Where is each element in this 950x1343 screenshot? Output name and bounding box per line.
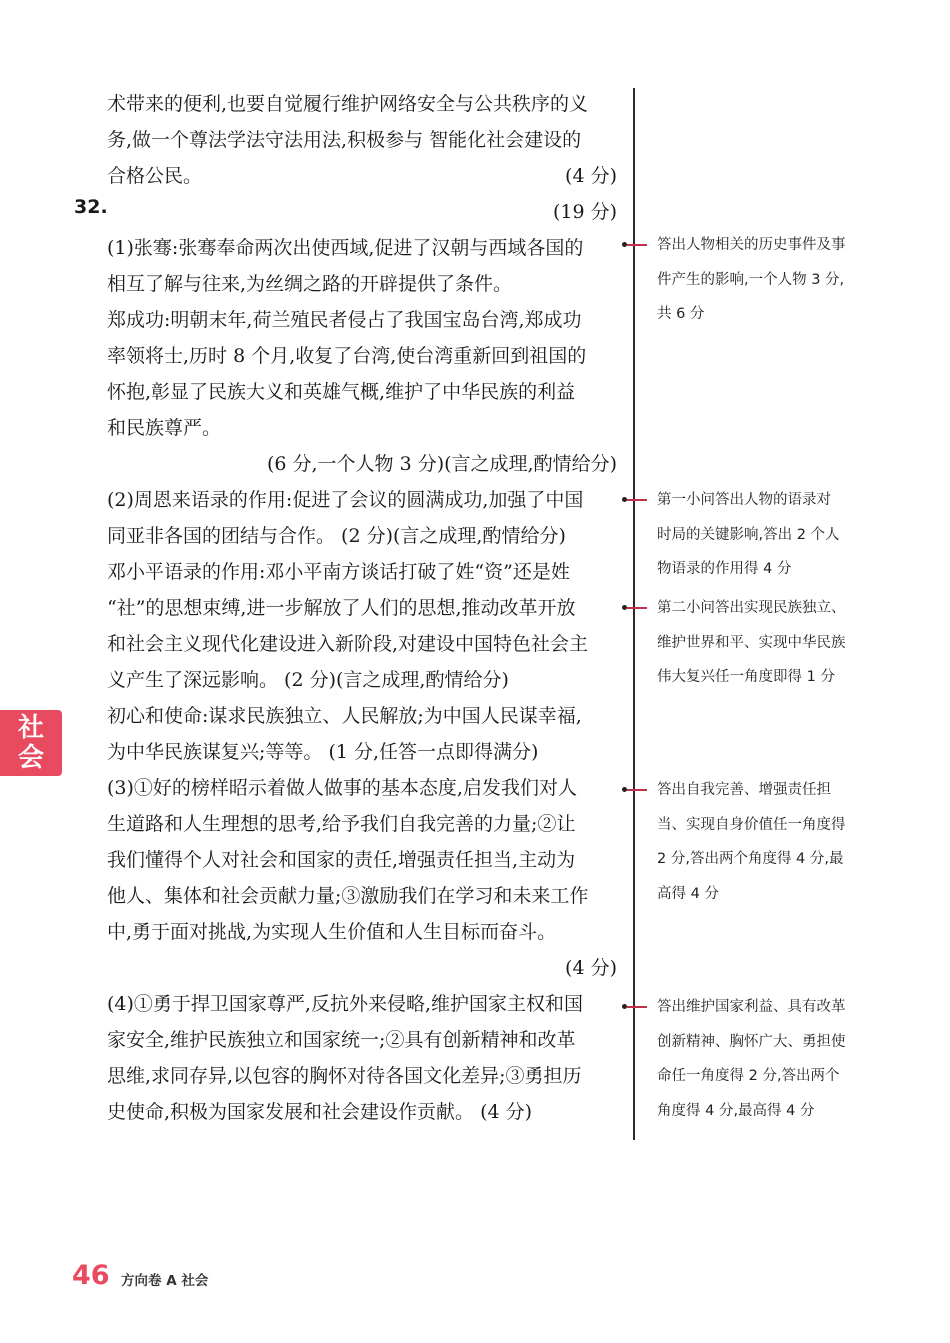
text-line: 同亚非各国的团结与合作。 (2 分)(言之成理,酌情给分) bbox=[107, 525, 566, 547]
text-line: 郑成功:明朝末年,荷兰殖民者侵占了我国宝岛台湾,郑成功 bbox=[107, 309, 582, 331]
note-connector bbox=[622, 240, 648, 250]
scoring-note-1: 答出人物相关的历史事件及事 件产生的影响,一个人物 3 分, 共 6 分 bbox=[657, 237, 846, 322]
text-line: 中,勇于面对挑战,为实现人生价值和人生目标而奋斗。 bbox=[107, 921, 557, 943]
question-score: (19 分) bbox=[552, 201, 617, 223]
score: (4 分) bbox=[565, 165, 617, 187]
text-line: “社”的思想束缚,进一步解放了人们的思想,推动改革开放 bbox=[107, 597, 576, 619]
page-number: 46 bbox=[72, 1260, 110, 1291]
scoring-note-4: 答出维护国家利益、具有改革 创新精神、胸怀广大、勇担使 命任一角度得 2 分,答出两个 角度得 4 分,最高得 4 分 bbox=[657, 999, 846, 1119]
text-line: 相互了解与往来,为丝绸之路的开辟提供了条件。 bbox=[107, 273, 513, 295]
text-line: 史使命,积极为国家发展和社会建设作贡献。 (4 分) bbox=[107, 1101, 533, 1123]
text-line: 为中华民族谋复兴;等等。 (1 分,任答一点即得满分) bbox=[107, 741, 539, 763]
text-line: 家安全,维护民族独立和国家统一;②具有创新精神和改革 bbox=[107, 1029, 576, 1051]
score: (6 分,一个人物 3 分)(言之成理,酌情给分) bbox=[266, 453, 617, 475]
note-connector bbox=[622, 495, 648, 505]
question-number: 32. bbox=[74, 196, 108, 218]
scoring-note-2a: 第一小问答出人物的语录对 时局的关键影响,答出 2 个人 物语录的作用得 4 分 bbox=[657, 492, 840, 577]
text-line: 术带来的便利,也要自觉履行维护网络安全与公共秩序的义 bbox=[107, 93, 589, 115]
text-line: (2)周恩来语录的作用:促进了会议的圆满成功,加强了中国 bbox=[107, 489, 584, 511]
answer-column bbox=[107, 86, 617, 1130]
note-connector bbox=[622, 785, 648, 795]
text-line: 和民族尊严。 bbox=[107, 417, 222, 439]
text-line: 义产生了深远影响。 (2 分)(言之成理,酌情给分) bbox=[107, 669, 509, 691]
score: (4 分) bbox=[565, 957, 617, 979]
text-line: (1)张骞:张骞奉命两次出使西域,促进了汉朝与西域各国的 bbox=[107, 237, 584, 259]
footer-label: 方向卷 A 社会 bbox=[121, 1273, 209, 1289]
text-line: 初心和使命:谋求民族独立、人民解放;为中国人民谋幸福, bbox=[107, 705, 582, 727]
note-connector bbox=[622, 1002, 648, 1012]
text-line: 怀抱,彰显了民族大义和英雄气概,维护了中华民族的利益 bbox=[107, 381, 576, 403]
scoring-note-2b: 第二小问答出实现民族独立、 维护世界和平、实现中华民族 伟大复兴任一角度即得 1 分 bbox=[657, 600, 846, 685]
text-line: 邓小平语录的作用:邓小平南方谈话打破了姓“资”还是姓 bbox=[107, 561, 570, 583]
text-line: 他人、集体和社会贡献力量;③激励我们在学习和未来工作 bbox=[107, 885, 589, 907]
text-line: 率领将士,历时 8 个月,收复了台湾,使台湾重新回到祖国的 bbox=[107, 345, 587, 367]
subject-tab bbox=[0, 710, 62, 776]
text-line: (4)①勇于捍卫国家尊严,反抗外来侵略,维护国家主权和国 bbox=[107, 993, 583, 1015]
note-connector bbox=[622, 603, 648, 613]
text-line: 合格公民。 bbox=[107, 165, 203, 187]
text-line: 和社会主义现代化建设进入新阶段,对建设中国特色社会主 bbox=[107, 633, 589, 655]
text-line: 思维,求同存异,以包容的胸怀对待各国文化差异;③勇担历 bbox=[107, 1065, 582, 1087]
subject-tab-char: 社 bbox=[17, 713, 44, 743]
text-line: 务,做一个尊法学法守法用法,积极参与 智能化社会建设的 bbox=[107, 129, 582, 151]
text-line: 生道路和人生理想的思考,给予我们自我完善的力量;②让 bbox=[107, 813, 576, 835]
text-line: (3)①好的榜样昭示着做人做事的基本态度,启发我们对人 bbox=[107, 777, 577, 799]
scoring-note-3: 答出自我完善、增强责任担 当、实现自身价值任一角度得 2 分,答出两个角度得 4 分,最 高得 4 分 bbox=[657, 782, 846, 902]
text-line: 我们懂得个人对社会和国家的责任,增强责任担当,主动为 bbox=[107, 849, 576, 871]
subject-tab-char: 会 bbox=[17, 743, 44, 773]
